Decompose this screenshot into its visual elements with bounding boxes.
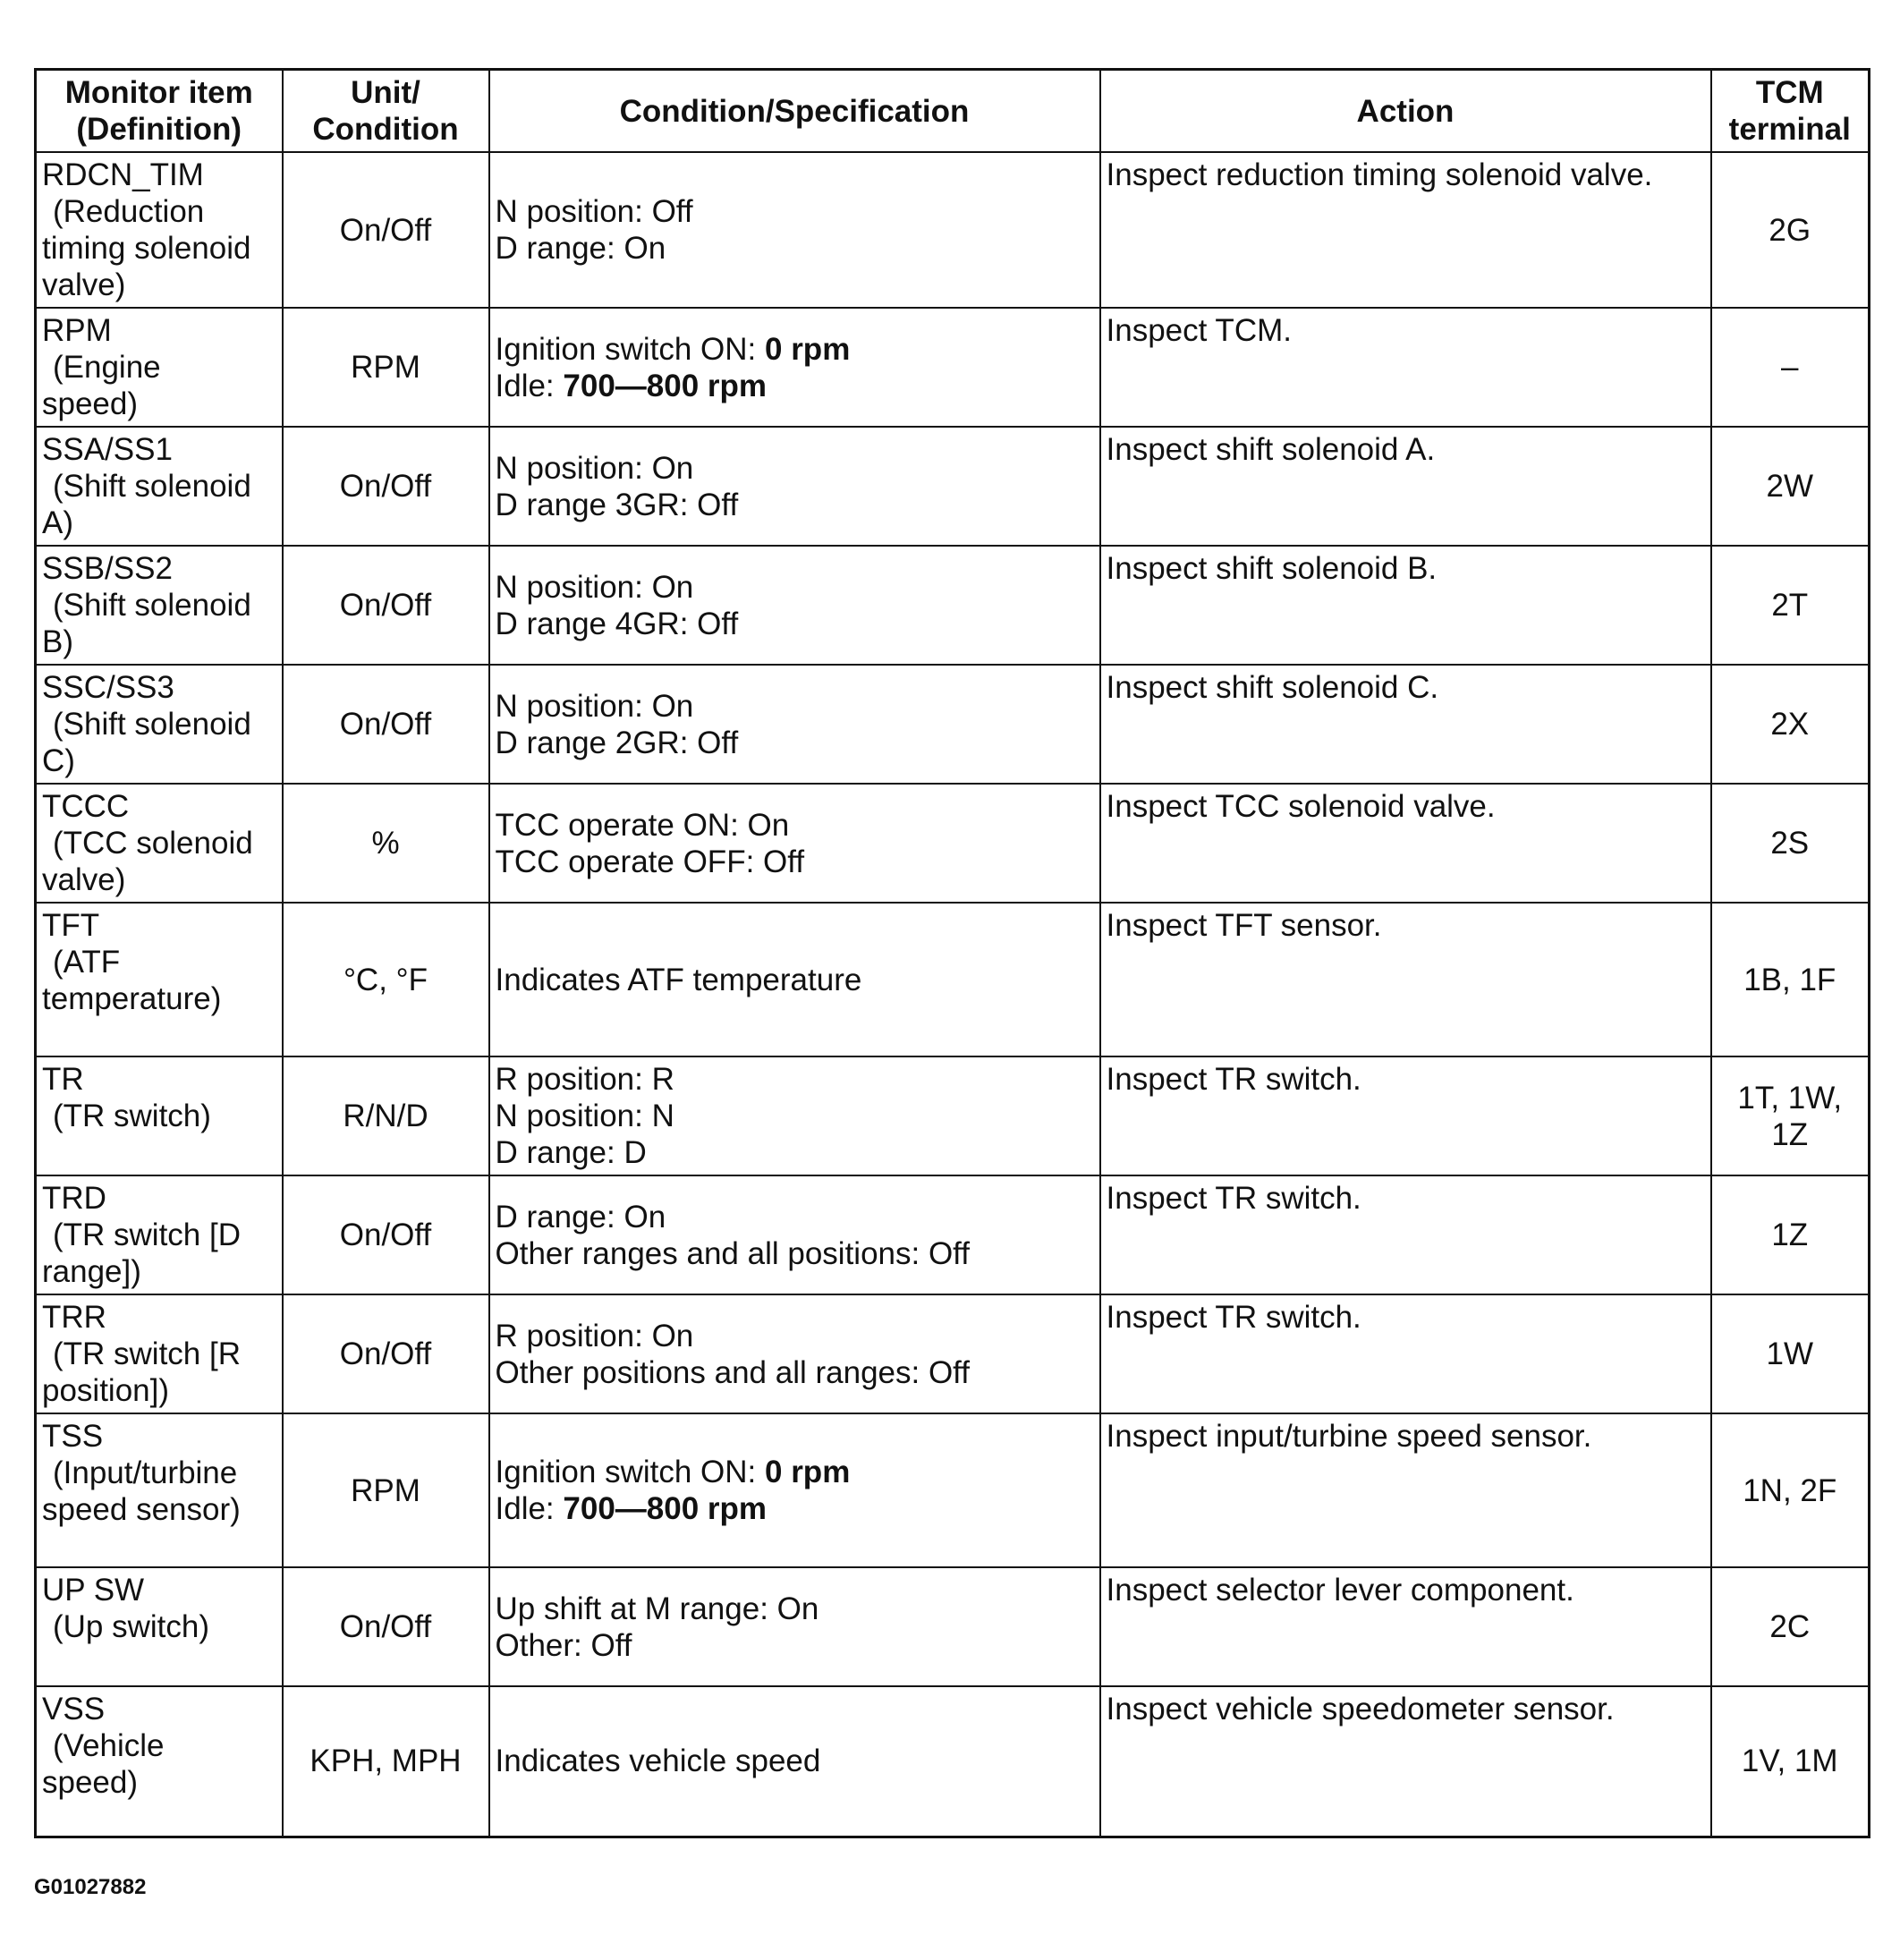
header-unit-line2: Condition bbox=[312, 112, 459, 147]
header-terminal-line1: TCM bbox=[1755, 75, 1824, 110]
tcm-terminal-value: 2S bbox=[1770, 826, 1810, 861]
tcm-terminal-value: 1T, 1W, bbox=[1737, 1080, 1843, 1116]
condition-cell bbox=[489, 1686, 1100, 1837]
monitor-item-cell bbox=[36, 1686, 283, 1837]
tcm-terminal-value: 1N, 2F bbox=[1743, 1472, 1837, 1508]
action-cell: Inspect TCC solenoid valve. bbox=[1100, 784, 1711, 903]
monitor-item-cell bbox=[36, 1567, 283, 1686]
tcm-terminal-cell bbox=[1711, 665, 1870, 784]
monitor-item-definition: temperature) bbox=[42, 981, 222, 1016]
monitor-item-cell bbox=[36, 784, 283, 903]
condition-cell bbox=[489, 152, 1100, 308]
table-row bbox=[36, 1056, 1870, 1175]
condition-line bbox=[496, 569, 1094, 606]
condition-text: Ignition switch ON: bbox=[495, 331, 765, 367]
condition-line bbox=[496, 1591, 1094, 1627]
condition-line bbox=[496, 450, 1094, 487]
action-cell: Inspect shift solenoid C. bbox=[1100, 665, 1711, 784]
monitor-item-code: TFT bbox=[42, 908, 100, 943]
condition-line bbox=[496, 962, 1094, 998]
monitor-item-code: RDCN_TIM bbox=[42, 157, 204, 192]
condition-cell bbox=[489, 546, 1100, 665]
tcm-terminal-value: – bbox=[1781, 350, 1799, 385]
condition-line bbox=[496, 1318, 1094, 1354]
monitor-item-cell bbox=[36, 308, 283, 427]
figure-id: G01027882 bbox=[34, 1875, 147, 1899]
condition-text: Up shift at M range: On bbox=[495, 1591, 819, 1626]
monitor-item-cell bbox=[36, 1175, 283, 1294]
action-cell: Inspect shift solenoid A. bbox=[1100, 427, 1711, 546]
table-row bbox=[36, 784, 1870, 903]
tcm-terminal-value: 2C bbox=[1769, 1609, 1811, 1644]
action-cell: Inspect shift solenoid B. bbox=[1100, 546, 1711, 665]
action-cell: Inspect input/turbine speed sensor. bbox=[1100, 1413, 1711, 1567]
condition-line bbox=[496, 487, 1094, 523]
monitor-item-code: TCCC bbox=[42, 789, 130, 824]
table-row bbox=[36, 1567, 1870, 1686]
action-cell: Inspect reduction timing solenoid valve. bbox=[1100, 152, 1711, 308]
condition-line bbox=[496, 844, 1094, 880]
unit-cell: On/Off bbox=[283, 1294, 489, 1413]
condition-value: 0 rpm bbox=[765, 331, 851, 367]
monitor-item-definition: (Shift solenoid bbox=[53, 588, 251, 623]
tcm-terminal-cell bbox=[1711, 308, 1870, 427]
monitor-item-definition: (TCC solenoid bbox=[53, 826, 253, 861]
condition-line bbox=[496, 1098, 1094, 1134]
monitor-item-definition: (TR switch [D bbox=[53, 1218, 241, 1252]
action-cell: Inspect TR switch. bbox=[1100, 1294, 1711, 1413]
tcm-terminal-cell bbox=[1711, 1056, 1870, 1175]
tcm-terminal-value: 1B, 1F bbox=[1743, 962, 1836, 997]
monitor-item-definition: (TR switch) bbox=[53, 1099, 211, 1133]
condition-cell bbox=[489, 427, 1100, 546]
unit-cell: RPM bbox=[283, 308, 489, 427]
condition-cell bbox=[489, 1175, 1100, 1294]
monitor-item-code: SSB/SS2 bbox=[42, 551, 173, 586]
tcm-terminal-cell bbox=[1711, 903, 1870, 1056]
unit-cell: On/Off bbox=[283, 427, 489, 546]
tcm-terminal-cell bbox=[1711, 152, 1870, 308]
monitor-item-cell bbox=[36, 1413, 283, 1567]
tcm-terminal-value: 2W bbox=[1766, 469, 1813, 504]
monitor-item-definition: (Up switch) bbox=[53, 1609, 210, 1644]
tcm-terminal-value: 2G bbox=[1769, 212, 1811, 248]
table-row bbox=[36, 308, 1870, 427]
condition-line bbox=[496, 1454, 1094, 1490]
condition-cell bbox=[489, 1294, 1100, 1413]
table-row bbox=[36, 665, 1870, 784]
tcm-terminal-cell bbox=[1711, 546, 1870, 665]
table-body bbox=[36, 152, 1870, 1837]
condition-cell bbox=[489, 308, 1100, 427]
table-row bbox=[36, 427, 1870, 546]
monitor-item-code: TSS bbox=[42, 1419, 104, 1454]
header-monitor-item-line1: Monitor item bbox=[64, 75, 253, 110]
tcm-terminal-cell bbox=[1711, 1413, 1870, 1567]
tcm-terminal-value: 2X bbox=[1770, 707, 1810, 742]
monitor-item-code: SSA/SS1 bbox=[42, 432, 173, 467]
table-row bbox=[36, 1175, 1870, 1294]
unit-cell: On/Off bbox=[283, 546, 489, 665]
tcm-terminal-cell bbox=[1711, 1686, 1870, 1837]
action-cell: Inspect TR switch. bbox=[1100, 1056, 1711, 1175]
condition-text: Other positions and all ranges: Off bbox=[495, 1354, 970, 1390]
condition-cell bbox=[489, 665, 1100, 784]
condition-text: D range 3GR: Off bbox=[495, 487, 739, 522]
monitor-item-table bbox=[34, 68, 1870, 1838]
condition-line bbox=[496, 1061, 1094, 1098]
condition-text: D range: On bbox=[495, 1199, 666, 1235]
monitor-item-definition: speed) bbox=[42, 1765, 139, 1800]
monitor-item-definition: (TR switch [R bbox=[53, 1336, 241, 1371]
condition-line bbox=[496, 1627, 1094, 1664]
condition-line bbox=[496, 1199, 1094, 1235]
header-monitor-item-line2: (Definition) bbox=[76, 112, 242, 147]
monitor-item-code: TRD bbox=[42, 1181, 106, 1216]
unit-cell: % bbox=[283, 784, 489, 903]
condition-line bbox=[496, 193, 1094, 230]
condition-text: Ignition switch ON: bbox=[495, 1455, 765, 1489]
condition-text: Idle: bbox=[495, 368, 564, 403]
monitor-item-definition: (Input/turbine bbox=[53, 1455, 238, 1490]
tcm-terminal-value: 1Z bbox=[1771, 1218, 1809, 1252]
unit-cell: On/Off bbox=[283, 1567, 489, 1686]
tcm-terminal-cell bbox=[1711, 1294, 1870, 1413]
header-unit-condition bbox=[283, 70, 489, 153]
condition-line bbox=[496, 1743, 1094, 1779]
monitor-item-definition: valve) bbox=[42, 267, 126, 302]
monitor-item-definition: range]) bbox=[42, 1254, 141, 1289]
tcm-terminal-value: 1W bbox=[1766, 1336, 1813, 1371]
monitor-item-definition: (Shift solenoid bbox=[53, 707, 251, 742]
monitor-item-code: RPM bbox=[42, 313, 112, 348]
monitor-item-cell bbox=[36, 1294, 283, 1413]
condition-text: N position: N bbox=[495, 1099, 674, 1133]
condition-text: Other: Off bbox=[495, 1627, 632, 1663]
monitor-item-code: TR bbox=[42, 1062, 84, 1097]
condition-value: 0 rpm bbox=[765, 1455, 851, 1489]
monitor-item-definition: (Reduction bbox=[53, 194, 205, 229]
condition-text: D range 4GR: Off bbox=[495, 606, 739, 641]
monitor-item-definition: A) bbox=[42, 505, 73, 540]
monitor-item-definition: (Engine bbox=[53, 350, 161, 385]
condition-line bbox=[496, 230, 1094, 267]
unit-cell: KPH, MPH bbox=[283, 1686, 489, 1837]
condition-line bbox=[496, 368, 1094, 404]
tcm-terminal-cell bbox=[1711, 1175, 1870, 1294]
tcm-terminal-value: 2T bbox=[1771, 588, 1809, 623]
action-cell: Inspect TCM. bbox=[1100, 308, 1711, 427]
monitor-item-cell bbox=[36, 903, 283, 1056]
condition-text: N position: On bbox=[495, 688, 694, 724]
condition-text: Idle: bbox=[495, 1491, 564, 1526]
table-row bbox=[36, 152, 1870, 308]
condition-line bbox=[496, 1235, 1094, 1272]
monitor-item-definition: C) bbox=[42, 743, 75, 778]
condition-line bbox=[496, 725, 1094, 761]
condition-line bbox=[496, 331, 1094, 368]
monitor-item-definition: B) bbox=[42, 624, 73, 659]
monitor-item-definition: (Shift solenoid bbox=[53, 469, 251, 504]
monitor-item-cell bbox=[36, 152, 283, 308]
unit-cell: RPM bbox=[283, 1413, 489, 1567]
table-row bbox=[36, 1294, 1870, 1413]
condition-value: 700—800 rpm bbox=[563, 368, 768, 403]
condition-text: D range: On bbox=[495, 231, 666, 266]
table-row bbox=[36, 1413, 1870, 1567]
monitor-item-cell bbox=[36, 665, 283, 784]
tcm-terminal-value: 1Z bbox=[1771, 1116, 1809, 1152]
condition-line bbox=[496, 1354, 1094, 1391]
condition-cell bbox=[489, 1567, 1100, 1686]
condition-text: TCC operate ON: On bbox=[495, 807, 790, 843]
tcm-terminal-cell bbox=[1711, 784, 1870, 903]
monitor-item-cell bbox=[36, 1056, 283, 1175]
condition-cell bbox=[489, 903, 1100, 1056]
unit-cell: On/Off bbox=[283, 665, 489, 784]
condition-value: 700—800 rpm bbox=[563, 1491, 768, 1526]
monitor-item-cell bbox=[36, 546, 283, 665]
condition-text: Indicates vehicle speed bbox=[495, 1744, 821, 1779]
monitor-item-definition: timing solenoid bbox=[42, 231, 251, 266]
condition-text: Other ranges and all positions: Off bbox=[495, 1235, 970, 1271]
unit-cell: On/Off bbox=[283, 152, 489, 308]
tcm-terminal-value: 1V, 1M bbox=[1741, 1744, 1838, 1779]
condition-line bbox=[496, 1490, 1094, 1527]
header-action: Action bbox=[1100, 70, 1711, 153]
condition-line bbox=[496, 606, 1094, 642]
action-cell: Inspect TFT sensor. bbox=[1100, 903, 1711, 1056]
condition-line bbox=[496, 688, 1094, 725]
header-terminal-line2: terminal bbox=[1728, 112, 1851, 147]
condition-text: N position: Off bbox=[495, 194, 693, 229]
monitor-item-code: UP SW bbox=[42, 1573, 145, 1608]
condition-cell bbox=[489, 784, 1100, 903]
condition-text: R position: R bbox=[495, 1062, 674, 1097]
monitor-item-definition: position]) bbox=[42, 1373, 170, 1408]
monitor-item-cell bbox=[36, 427, 283, 546]
condition-line bbox=[496, 1134, 1094, 1171]
action-cell: Inspect vehicle speedometer sensor. bbox=[1100, 1686, 1711, 1837]
monitor-item-code: VSS bbox=[42, 1692, 106, 1727]
header-tcm-terminal bbox=[1711, 70, 1870, 153]
condition-cell bbox=[489, 1056, 1100, 1175]
condition-text: R position: On bbox=[495, 1318, 694, 1353]
table-row bbox=[36, 1686, 1870, 1837]
condition-text: D range: D bbox=[495, 1135, 647, 1170]
table-row bbox=[36, 546, 1870, 665]
unit-cell: R/N/D bbox=[283, 1056, 489, 1175]
monitor-item-code: SSC/SS3 bbox=[42, 670, 174, 705]
action-cell: Inspect TR switch. bbox=[1100, 1175, 1711, 1294]
condition-text: N position: On bbox=[495, 569, 694, 605]
unit-cell: On/Off bbox=[283, 1175, 489, 1294]
monitor-item-definition: speed) bbox=[42, 386, 139, 421]
tcm-terminal-cell bbox=[1711, 1567, 1870, 1686]
monitor-item-definition: valve) bbox=[42, 862, 126, 897]
monitor-item-definition: (Vehicle bbox=[53, 1728, 165, 1763]
header-condition-specification: Condition/Specification bbox=[489, 70, 1100, 153]
action-cell: Inspect selector lever component. bbox=[1100, 1567, 1711, 1686]
condition-text: TCC operate OFF: Off bbox=[495, 844, 805, 879]
monitor-item-definition: (ATF bbox=[53, 945, 121, 980]
monitor-item-definition: speed sensor) bbox=[42, 1492, 241, 1527]
header-row bbox=[36, 70, 1870, 153]
header-unit-line1: Unit/ bbox=[351, 75, 420, 110]
condition-cell bbox=[489, 1413, 1100, 1567]
condition-text: D range 2GR: Off bbox=[495, 725, 739, 760]
condition-line bbox=[496, 807, 1094, 844]
table-row bbox=[36, 903, 1870, 1056]
unit-cell: °C, °F bbox=[283, 903, 489, 1056]
monitor-item-code: TRR bbox=[42, 1300, 106, 1335]
header-monitor-item bbox=[36, 70, 283, 153]
condition-text: Indicates ATF temperature bbox=[495, 962, 862, 997]
tcm-terminal-cell bbox=[1711, 427, 1870, 546]
condition-text: N position: On bbox=[495, 450, 694, 486]
